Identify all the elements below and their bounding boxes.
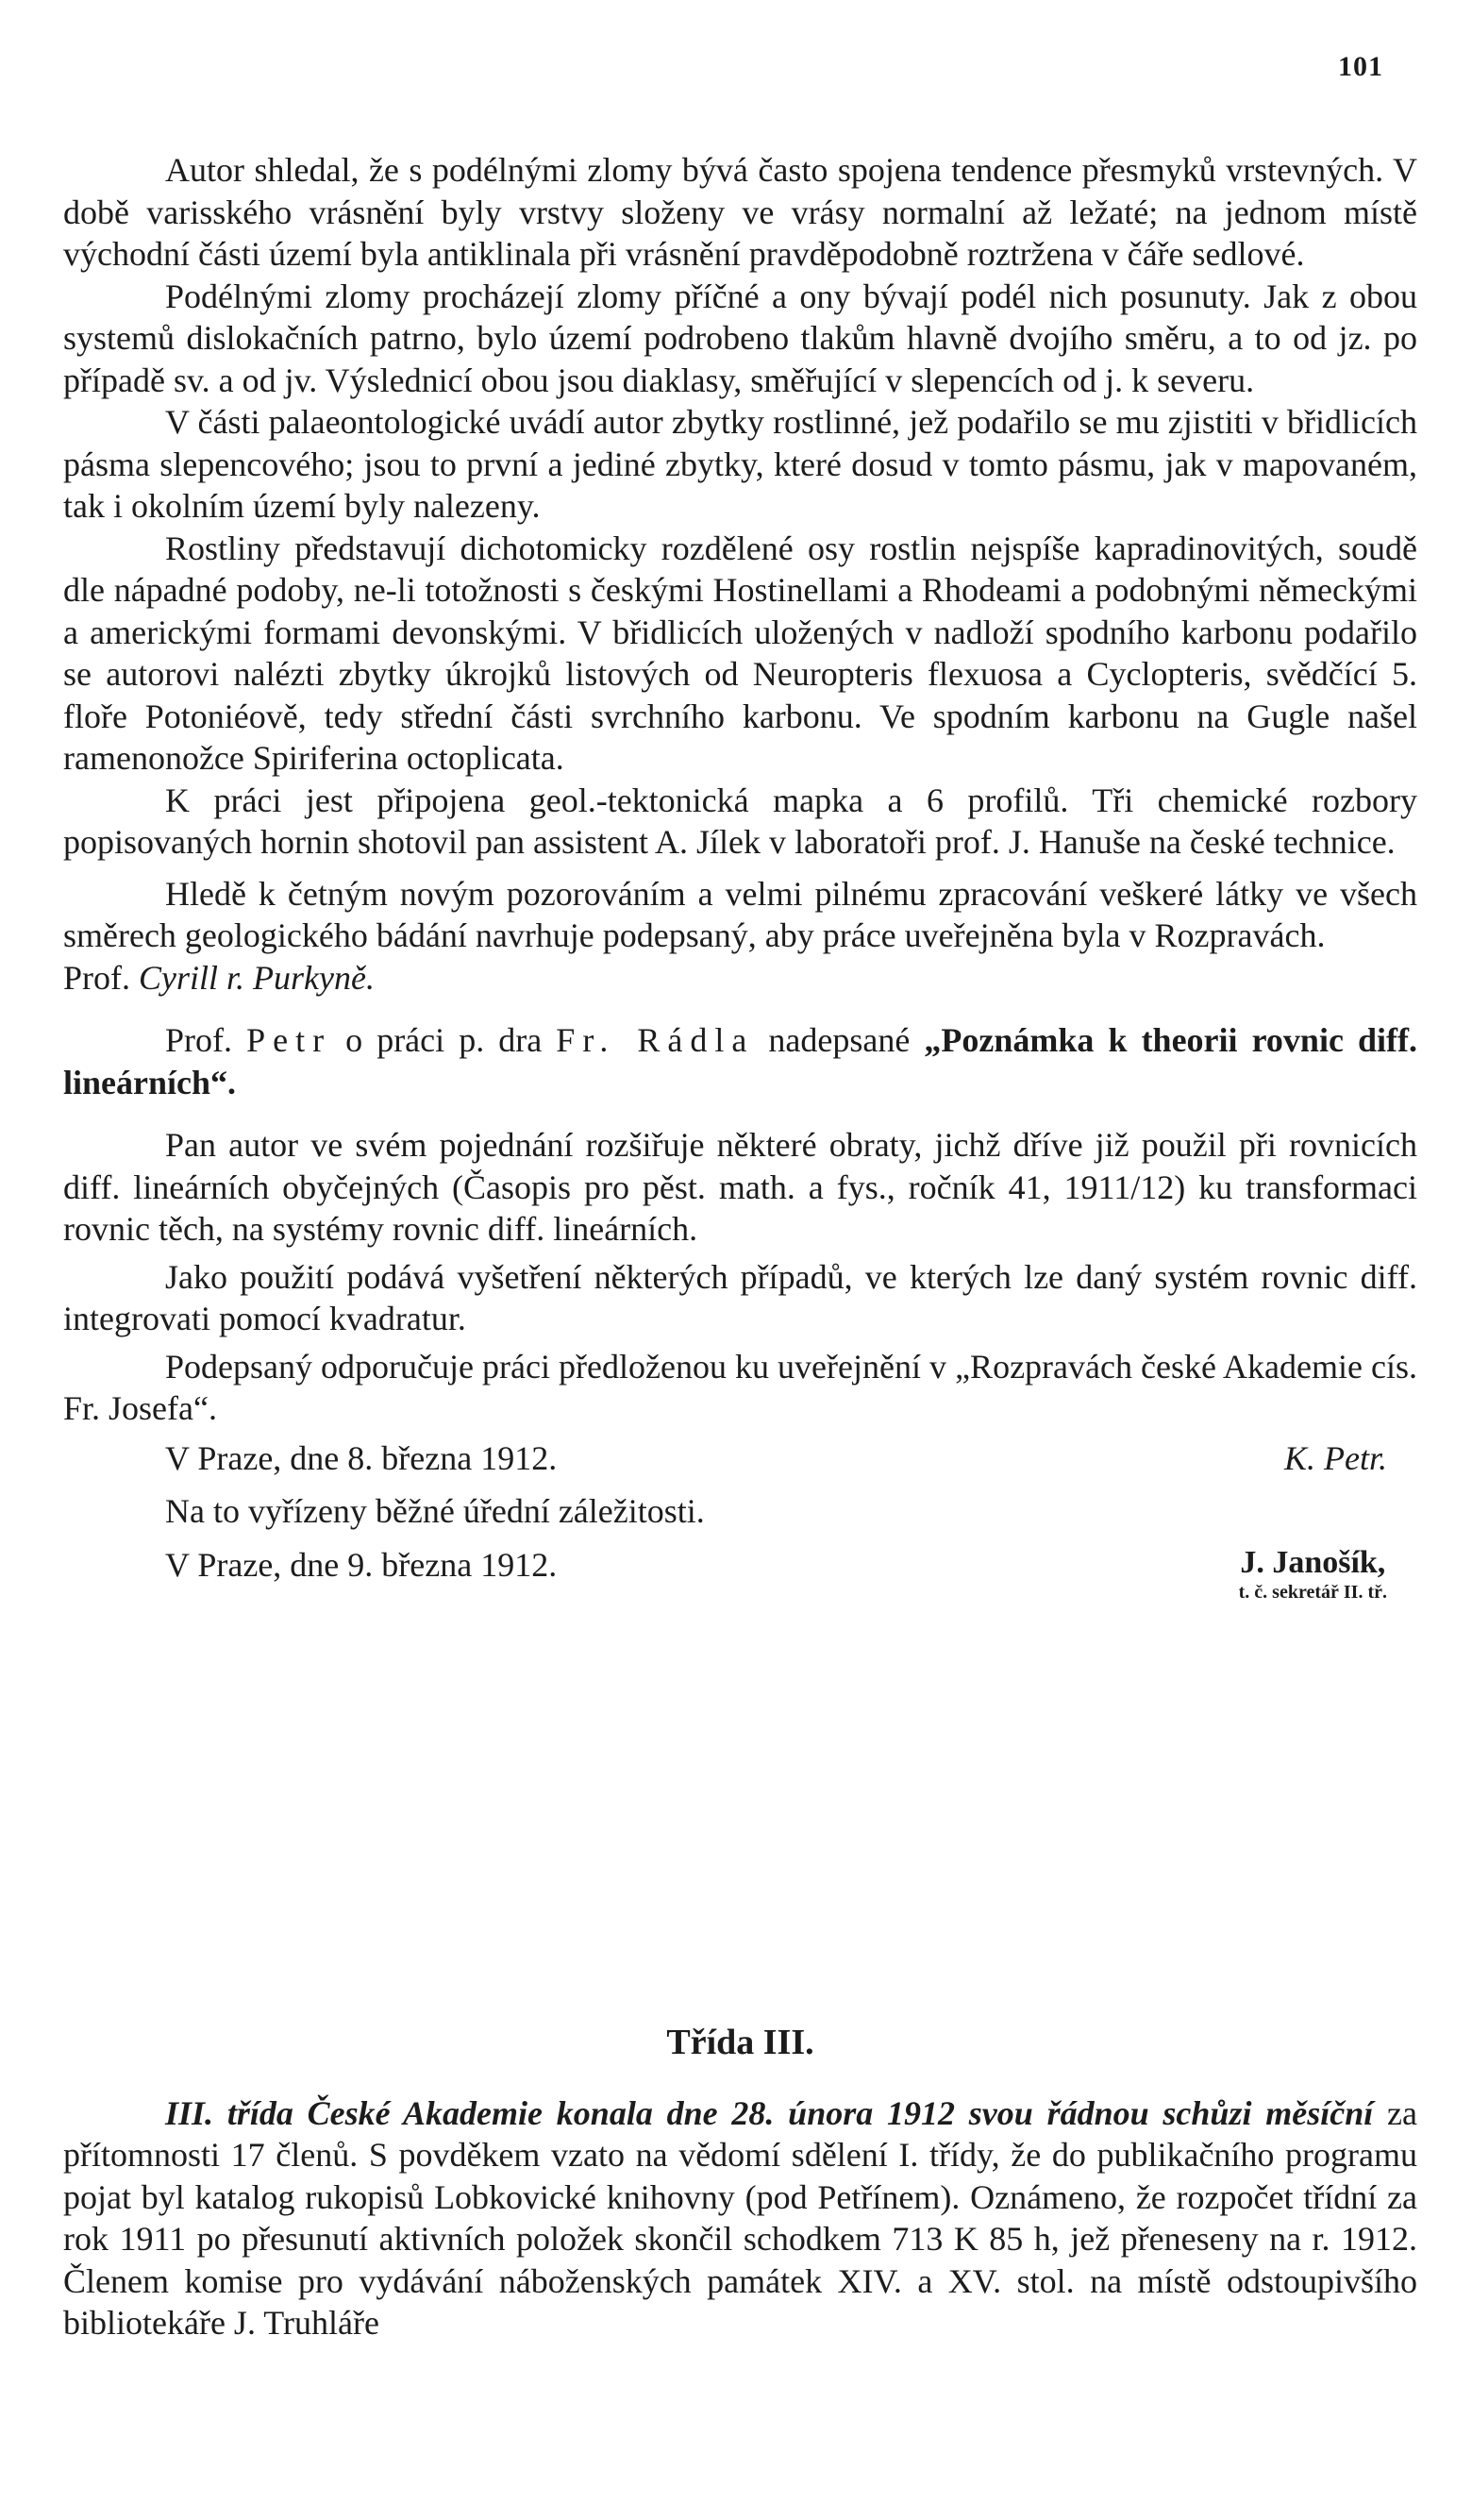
date-line-1: V Praze, dne 8. března 1912.	[165, 1438, 558, 1477]
text-about: o práci p. dra	[345, 1021, 543, 1059]
date-signature-row-2	[63, 1544, 1417, 1603]
text-radl: Fr. Rádla	[556, 1021, 755, 1059]
paragraph-dislocations: Podélnými zlomy procházejí zlomy příčné a ony bývají podél nich posunuty. Jak z obou systemů dislokačních patrno, bylo území podrobeno tlakům hlavně dvojího směru, a to od jz. po případě sv. a od jv. Výslednicí obou jsou diaklasy, směřující v slepencích od j. k severu.	[63, 277, 1417, 399]
text-titled: nadepsané	[768, 1021, 911, 1059]
paragraph-recommendation: Hledě k četným novým pozorováním a velmi pilnému zpracování veškeré látky ve všech směrech geologického bádání navrhuje podepsaný, aby práce uveřejněna byla v Rozpravách.	[63, 874, 1417, 954]
paragraph-palaeontology: V části palaeontologické uvádí autor zbytky rostlinné, jež podařilo se mu zjistiti v břidlicích pásma slepencového; jsou to první a jediné zbytky, které dosud v tomto pásmu, jak v mapovaném, tak i okolním území byly nalezeny.	[63, 403, 1417, 525]
text-column-upper	[63, 149, 1417, 1603]
signature-janosik	[1239, 1544, 1387, 1603]
paragraph-plants: Rostliny představují dichotomicky rozdělené osy rostlin nejspíše kapradinovitých, soudě dle nápadné podoby, ne-li totožnosti s českými Hostinellami a Rhodeami a podobnými německými a americkými formami devonskými. V břidlicích uložených v nadloží spodního karbonu podařilo se autorovi nalézti zbytky úkrojků listových od Neuropteris flexuosa a Cyclopteris, svědčící 5. floře Potoniéově, tedy střední části svrchního karbonu. Ve spodním karbonu na Gugle našel ramenonožce Spiriferina octoplicata.	[63, 529, 1417, 777]
signature-janosik-role: t. č. sekretář II. tř.	[1238, 1581, 1387, 1603]
text-prof: Prof.	[165, 1021, 232, 1059]
paragraph-attachments: K práci jest připojena geol.-tektonická mapka a 6 profilů. Tři chemické rozbory popisovaných hornin shotovil pan assistent A. Jílek v laboratoři prof. J. Hanuše na české technice.	[63, 781, 1417, 861]
paragraph-application: Jako použití podává vyšetření některých případů, ve kterých lze daný systém rovnic diff. integrovati pomocí kvadratur.	[63, 1257, 1417, 1337]
text-column-lower	[63, 2022, 1417, 2344]
paragraph-official-matters: Na to vyřízeny běžné úřední záležitosti.	[165, 1492, 705, 1530]
paragraph-faults: Autor shledal, že s podélnými zlomy bývá často spojena tendence přesmyků vrstevných. V době varisského vrásnění byly vrstvy složeny ve vrásy normalní až ležaté; na jednom místě východní části území byla antiklinala při vrásnění pravděpodobně roztržena v čáře sedlové.	[63, 151, 1417, 273]
section-heading: Třída III.	[666, 2023, 814, 2062]
paragraph-class-three	[63, 2092, 1417, 2344]
paragraph-publication: Podepsaný odporučuje práci předloženou ku uveřejnění v „Rozpravách české Akademie cís. Fr. Josefa“.	[63, 1347, 1417, 1427]
page-number: 101	[1338, 51, 1383, 82]
text-petr: Petr	[246, 1021, 332, 1059]
class-three-body: za přítomnosti 17 členů. S povděkem vzato na vědomí sdělení I. třídy, že do publikačního programu pojat byl katalog rukopisů Lobkovické knihovny (pod Petřínem). Oznámeno, že rozpočet třídní za rok 1911 po přesunutí aktivních položek skončil schodkem 713 K 85 h, jež přeneseny na r. 1912. Členem komise pro vydávání náboženských památek XIV. a XV. stol. na místě odstoupivšího bibliotekáře J. Truhláře	[63, 2093, 1417, 2342]
signature-petr: K. Petr.	[1283, 1438, 1387, 1477]
signature-purkyne	[63, 957, 1417, 1000]
class-three-lead: III. třída České Akademie konala dne 28. února 1912 svou řádnou schůzi měsíční	[165, 2093, 1374, 2132]
signature-prefix: Prof.	[63, 958, 130, 997]
signature-name: Cyrill r. Purkyně.	[139, 958, 375, 997]
date-line-2: V Praze, dne 9. března 1912.	[165, 1545, 558, 1584]
paper-title: „Poznámka k theorii rovnic diff. lineárních“.	[63, 1021, 1417, 1101]
paragraph-author-work: Pan autor ve svém pojednání rozšiřuje některé obraty, jichž dříve již použil při rovnicích diff. lineárních obyčejných (Časopis pro pěst. math. a fys., ročník 41, 1911/12) ku transformaci rovnic těch, na systémy rovnic diff. lineárních.	[63, 1126, 1417, 1248]
date-signature-row-1	[63, 1437, 1417, 1480]
signature-janosik-name: J. Janošík,	[1240, 1544, 1386, 1580]
paragraph-petr-report	[63, 1019, 1417, 1103]
